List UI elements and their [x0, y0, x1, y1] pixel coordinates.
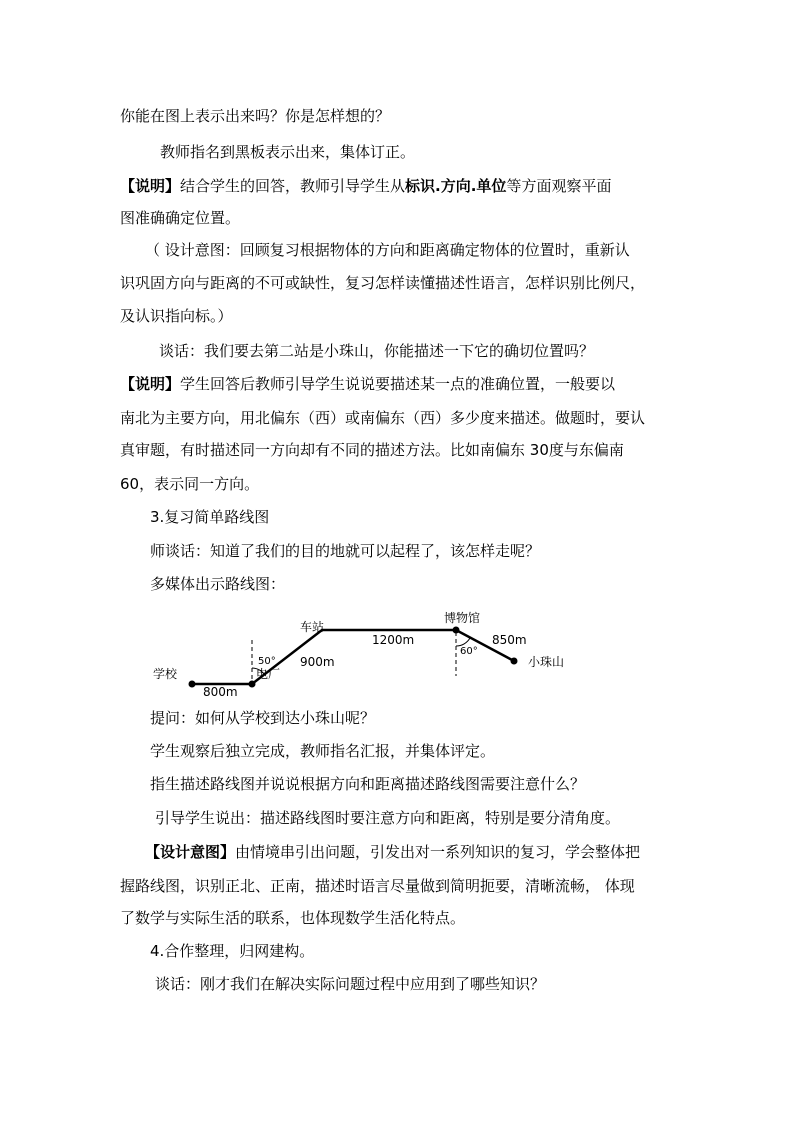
text-line-20 — [145, 842, 640, 862]
angle-museum: 60° — [460, 646, 478, 657]
label-factory: 电厂 — [256, 667, 281, 681]
text-line-18: 指生描述路线图并说说根据方向和距离描述路线图需要注意什么？ — [150, 775, 586, 793]
text-line-4: 图准确确定位置。 — [120, 209, 241, 227]
distance-factory-station: 900m — [300, 655, 335, 669]
text-line-5: （ 设计意图：回顾复习根据物体的方向和距离确定物体的位置时，重新认 — [145, 241, 630, 259]
design-intent-text: 由情境串引出问题，引发出对一系列知识的复习，学会整体把 — [235, 843, 641, 861]
note-text-end: 等方面观察平面 — [506, 177, 612, 195]
text-line-23: 4.合作整理，归网建构。 — [150, 942, 315, 960]
text-line-16: 提问：如何从学校到达小珠山呢？ — [150, 709, 376, 727]
point-factory — [249, 681, 256, 688]
label-school: 学校 — [153, 667, 178, 681]
text-line-24: 谈话：刚才我们在解决实际问题过程中应用到了哪些知识？ — [155, 975, 546, 993]
distance-school-factory: 800m — [203, 685, 238, 699]
text-line-22: 了数学与实际生活的联系，也体现数学生活化特点。 — [120, 909, 466, 927]
label-museum: 博物馆 — [444, 611, 481, 625]
text-line-14: 师谈话：知道了我们的目的地就可以起程了，该怎样走呢？ — [150, 542, 541, 560]
text-line-9 — [120, 374, 615, 394]
text-line-12: 60，表示同一方向。 — [120, 475, 260, 493]
design-intent-tag: 【设计意图】 — [145, 843, 236, 861]
text-line-21: 握路线图，识别正北、正南，描述时语言尽量做到简明扼要，清晰流畅， 体现 — [120, 877, 635, 895]
note-tag: 【说明】 — [120, 177, 181, 195]
text-line-8: 谈话：我们要去第二站是小珠山，你能描述一下它的确切位置吗？ — [159, 342, 595, 360]
distance-station-museum: 1200m — [372, 633, 415, 647]
route-path — [192, 630, 514, 684]
text-line-15: 多媒体出示路线图： — [150, 575, 286, 593]
point-school — [189, 681, 196, 688]
text-line-19: 引导学生说出：描述路线图时要注意方向和距离，特别是要分清角度。 — [155, 809, 621, 827]
route-map — [150, 606, 590, 706]
note-keywords: 标识.方向.单位 — [405, 177, 507, 195]
note-text-2: 学生回答后教师引导学生说说要描述某一点的准确位置，一般要以 — [180, 375, 616, 393]
text-line-13: 3.复习简单路线图 — [150, 508, 270, 526]
text-line-2: 教师指名到黑板表示出来，集体订正。 — [160, 143, 416, 161]
note-text: 结合学生的回答，教师引导学生从 — [180, 177, 406, 195]
text-line-6: 识巩固方向与距离的不可或缺性，复习怎样读懂描述性语言，怎样识别比例尺， — [120, 274, 646, 292]
text-line-10: 南北为主要方向，用北偏东（西）或南偏东（西）多少度来描述。做题时，要认 — [120, 409, 646, 427]
angle-factory: 50° — [258, 656, 276, 667]
text-line-1: 你能在图上表示出来吗？你是怎样想的？ — [120, 107, 391, 125]
text-line-3 — [120, 176, 611, 196]
note-tag-2: 【说明】 — [120, 375, 181, 393]
point-museum — [453, 627, 460, 634]
text-line-11: 真审题，有时描述同一方向却有不同的描述方法。比如南偏东 30度与东偏南 — [120, 441, 624, 459]
angle-arc-museum — [456, 638, 470, 646]
distance-museum-mountain: 850m — [492, 633, 527, 647]
text-line-17: 学生观察后独立完成，教师指名汇报，并集体评定。 — [150, 742, 496, 760]
text-line-7: 及认识指向标。） — [120, 307, 233, 325]
label-mountain: 小珠山 — [528, 655, 565, 669]
point-mountain — [511, 658, 518, 665]
label-station: 车站 — [300, 620, 325, 634]
